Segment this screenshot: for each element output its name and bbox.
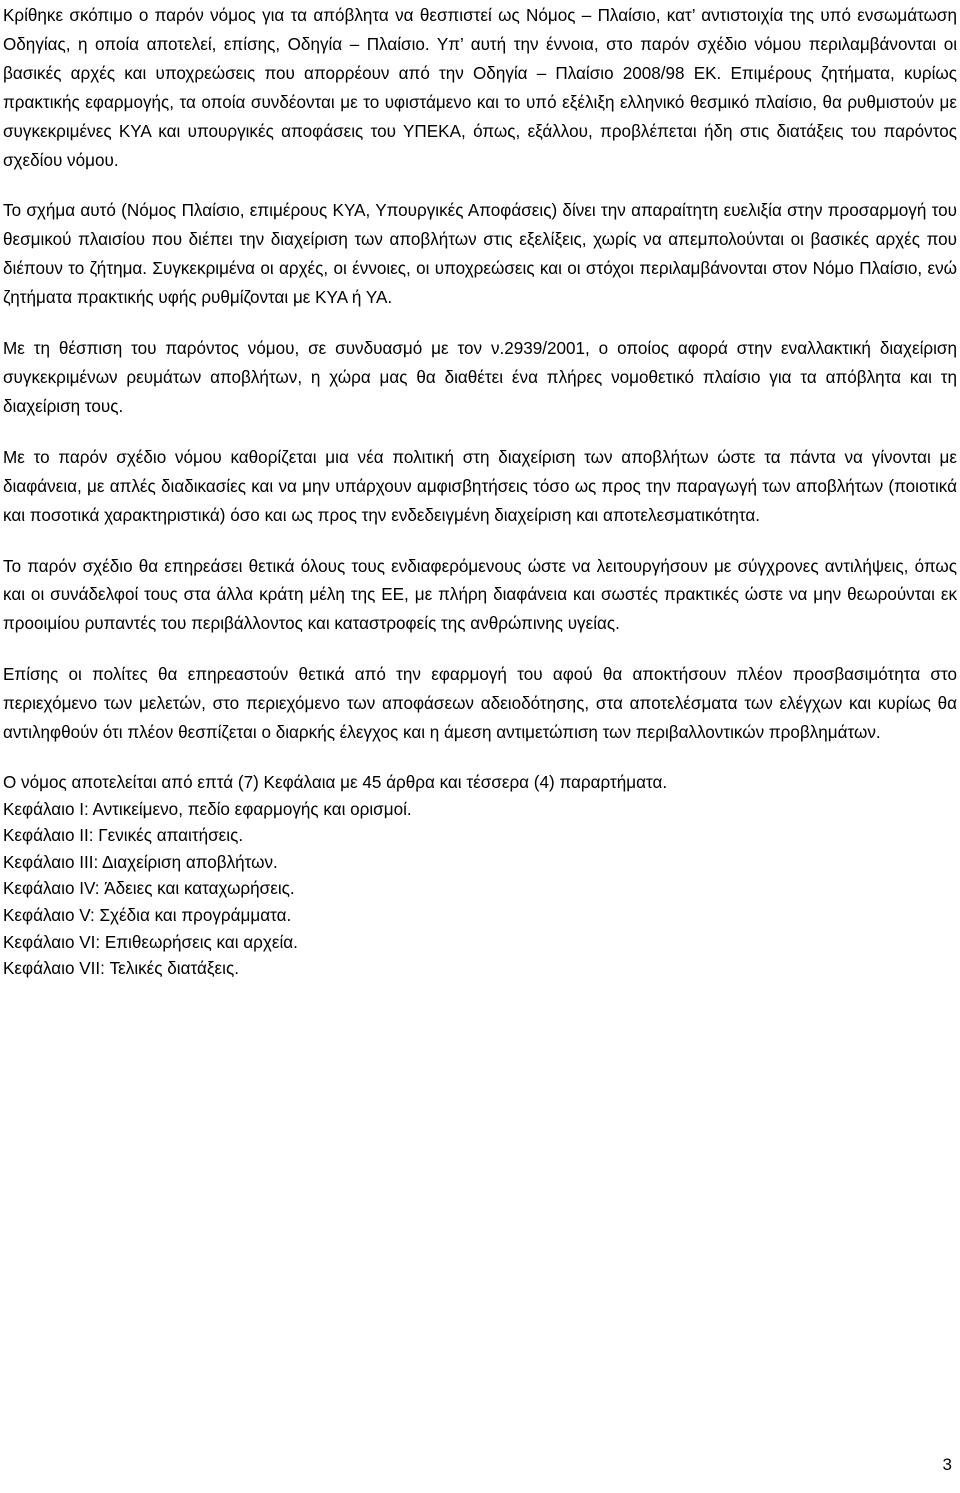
paragraph-1: Κρίθηκε σκόπιμο ο παρόν νόμος για τα απόβλητα να θεσπιστεί ως Νόμος – Πλαίσιο, κατ’ αντιστοιχία της υπό ενσωμάτωση Οδηγίας, η οποία αποτελεί, επίσης, Οδηγία – Πλαίσιο. Υπ’ αυτή την έννοια, στο παρόν σχέδιο νόμου περιλαμβάνονται οι βασικές αρχές και υποχρεώσεις που απορρέουν από την Οδηγία – Πλαίσιο 2008/98 ΕΚ. Επιμέρους ζητήματα, κυρίως πρακτικής εφαρμογής, τα οποία συνδέονται με το υφιστάμενο και το υπό εξέλιξη ελληνικό θεσμικό πλαίσιο, θα ρυθμιστούν με συγκεκριμένες ΚΥΑ και υπουργικές αποφάσεις του ΥΠΕΚΑ, όπως, εξάλλου, προβλέπεται ήδη στις διατάξεις του παρόντος σχεδίου νόμου. xyxy=(3,6,957,170)
chapter-item: Κεφάλαιο VI: Επιθεωρήσεις και αρχεία. xyxy=(3,932,298,952)
chapter-item: Κεφάλαιο ΙΙΙ: Διαχείριση αποβλήτων. xyxy=(3,852,278,872)
chapter-item: Κεφάλαιο V: Σχέδια και προγράμματα. xyxy=(3,905,292,925)
paragraph-5: Το παρόν σχέδιο θα επηρεάσει θετικά όλους τους ενδιαφερόμενους ώστε να λειτουργήσουν με σύγχρονες αντιλήψεις, όπως και οι συνάδελφοί τους στα άλλα κράτη μέλη της ΕΕ, με πλήρη διαφάνεια και σωστές πρακτικές ώστε να μην θεωρούνται εκ προοιμίου ρυπαντές του περιβάλλοντος και καταστροφείς της ανθρώπινης υγείας. xyxy=(3,556,957,634)
chapter-item: Κεφάλαιο VII: Τελικές διατάξεις. xyxy=(3,959,239,979)
structure-intro: Ο νόμος αποτελείται από επτά (7) Κεφάλαια με 45 άρθρα και τέσσερα (4) παραρτήματα. xyxy=(3,772,668,792)
chapter-item: Κεφάλαιο ΙΙ: Γενικές απαιτήσεις. xyxy=(3,826,244,846)
paragraph-2: Το σχήμα αυτό (Νόμος Πλαίσιο, επιμέρους ΚΥΑ, Υπουργικές Αποφάσεις) δίνει την απαραίτητη ευελιξία στην προσαρμογή του θεσμικού πλαισίου που διέπει την διαχείριση των αποβλήτων στις εξελίξεις, χωρίς να απεμπολούνται οι βασικές αρχές που διέπουν το ζήτημα. Συγκεκριμένα οι αρχές, οι έννοιες, οι υποχρεώσεις και οι στόχοι περιλαμβάνονται στον Νόμο Πλαίσιο, ενώ ζητήματα πρακτικής υφής ρυθμίζονται με ΚΥΑ ή ΥΑ. xyxy=(3,201,957,308)
paragraph-4: Με το παρόν σχέδιο νόμου καθορίζεται μια νέα πολιτική στη διαχείριση των αποβλήτων ώστε τα πάντα να γίνονται με διαφάνεια, με απλές διαδικασίες και να μην υπάρχουν αμφισβητήσεις τόσο ως προς την παραγωγή των αποβλήτων (ποιοτικά και ποσοτικά χαρακτηριστικά) όσο και ως προς την ενδεδειγμένη διαχείριση και αποτελεσματικότητα. xyxy=(3,447,957,525)
page-number: 3 xyxy=(942,1455,952,1474)
chapter-item: Κεφάλαιο ΙV: Άδειες και καταχωρήσεις. xyxy=(3,879,295,899)
chapter-item: Κεφάλαιο Ι: Αντικείμενο, πεδίο εφαρμογής και ορισμοί. xyxy=(3,799,412,819)
chapter-list xyxy=(3,770,957,983)
paragraph-6: Επίσης οι πολίτες θα επηρεαστούν θετικά από την εφαρμογή του αφού θα αποκτήσουν πλέον προσβασιμότητα στο περιεχόμενο των μελετών, στο περιεχόμενο των αποφάσεων αδειοδότησης, στα αποτελέσματα των ελέγχων και κυρίως θα αντιληφθούν ότι πλέον θεσπίζεται ο διαρκής έλεγχος και η άμεση αντιμετώπιση των περιβαλλοντικών προβλημάτων. xyxy=(3,665,957,743)
paragraph-3: Με τη θέσπιση του παρόντος νόμου, σε συνδυασμό με τον ν.2939/2001, ο οποίος αφορά στην εναλλακτική διαχείριση συγκεκριμένων ρευμάτων αποβλήτων, η χώρα μας θα διαθέτει ένα πλήρες νομοθετικό πλαίσιο για τα απόβλητα και τη διαχείριση τους. xyxy=(3,339,957,416)
document-body xyxy=(3,2,957,983)
